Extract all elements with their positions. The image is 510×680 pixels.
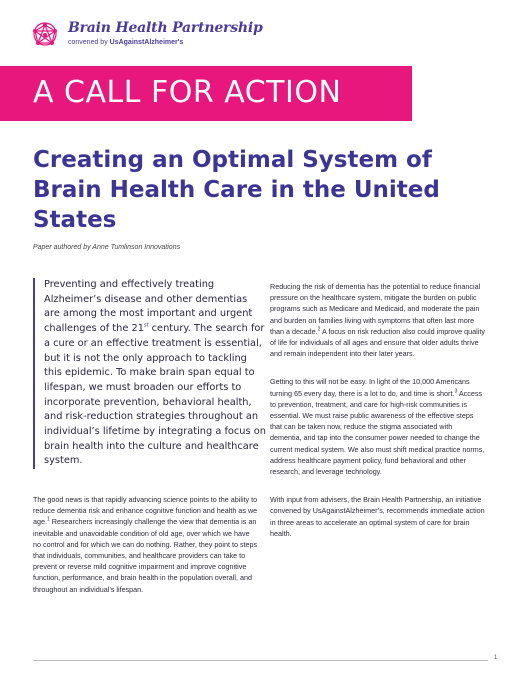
right-column [270,281,485,550]
page-number: 1 [494,655,498,661]
logo-subtitle-prefix: convened by [68,39,110,46]
text-span: Getting to this will not be easy. In light of the 10,000 Americans turning 65 every day, there is a lot to do, and time is short. [270,377,470,398]
brand-logo [30,17,263,57]
pull-quote-superscript: st [143,322,149,329]
brain-network-icon [30,19,60,49]
text-span: The good news is that rapidly advancing science points to the ability to reduce dementia risk and enhance cognitive function and health as we age. [33,495,258,527]
right-paragraph-2 [270,376,485,477]
logo-subtitle [68,39,183,46]
pull-quote [33,278,266,469]
left-paragraph-1 [33,494,258,595]
footnote-ref: 1 [47,517,50,524]
banner-title: A CALL FOR ACTION [33,75,342,110]
footnote-ref: 3 [454,388,458,395]
footer-divider [33,660,488,661]
logo-title: Brain Health Partnership [68,20,263,36]
left-column [33,494,258,606]
text-span: Reducing the risk of dementia has the potential to reduce financial pressure on the healthcare system, mitigate the burden on public programs such as Medicare and Medicaid, and moderate the pain and burden on families living with symptoms that often last more than a decade. [270,282,481,336]
right-paragraph-1 [270,281,485,359]
logo-subtitle-org: UsAgainstAlzheimer's [109,39,184,46]
pull-quote-text [44,278,266,469]
text-span: A focus on risk reduction also could improve quality of life for individuals of all ages and ensure that older adults thrive and remain independent into their later years. [270,326,485,359]
pull-quote-part: century. The search for a cure or an effective treatment is essential, but it is not the only approach to tackling this epidemic. To make brain span equal to lifespan, we must broaden our efforts to incorporate prevention, behavioral health, and risk-reduction strategies throughout an individual’s lifetime by integrating a focus on brain health into the culture and healthcare system. [44,323,266,467]
page-title: Creating an Optimal System of Brain Health Care in the United States [33,147,440,233]
footnote-ref: 2 [317,326,321,333]
right-paragraph-3: With input from advisers, the Brain Health Partnership, an initiative convened by UsAgainstAlzheimer’s, recommends immediate action in three areas to accelerate an optimal system of care for brain health. [270,495,485,538]
text-span: Researchers increasingly challenge the view that dementia is an inevitable and unavoidable condition of old age, over which we have no control and for which we can do nothing. Rather, they point to steps that individuals, communities, and healthcare providers can take to prevent or reverse mild cognitive impairment and improve cognitive function, performance, and brain health in the population overall, and throughout an individual’s lifespan. [33,517,258,594]
text-span: Access to prevention, treatment, and care for high-risk communities is essential. We must raise public awareness of the effective steps that can be taken now, reduce the stigma associated with dementia, and tap into the consumer power needed to change the current medical system. We also must shift medical practice norms, address healthcare payment policy, fund behavioral and other research, and leverage technology. [270,388,485,477]
pull-quote-part: Preventing and effectively treating Alzheimer’s disease and other dementias are among the most important and urgent challenges of the 21 [44,279,253,335]
byline: Paper authored by Anne Tumlinson Innovations [33,244,181,251]
call-to-action-banner [0,66,412,121]
